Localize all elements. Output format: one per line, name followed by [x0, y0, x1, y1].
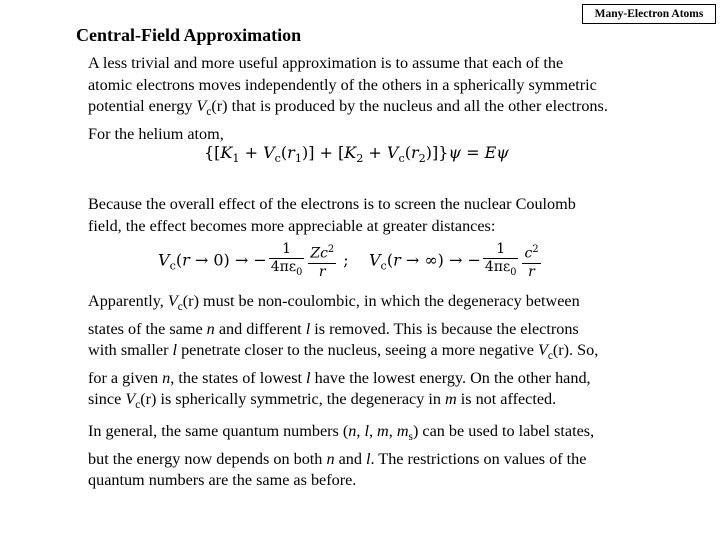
text-line: for a given n, the states of lowest l have the lowest energy. On the other hand,	[88, 368, 591, 387]
fraction: $\frac{Zc^2}{r}$	[308, 241, 336, 281]
text-line: states of the same n and different l is removed. This is because the electrons	[88, 319, 579, 338]
helium-equation: $\{[K_1 + V_c(r_1)] + [K_2 + V_c(r_2)]\}\psi = E\psi$	[204, 143, 509, 166]
paragraph-intro	[88, 53, 608, 145]
text-line: In general, the same quantum numbers (n, l, m, $m_s$) can be used to label states,	[88, 422, 595, 444]
text-line: Because the overall effect of the electrons is to screen the nuclear Coulomb	[88, 195, 576, 213]
paragraph-quantum-numbers	[88, 421, 594, 492]
text-line: with smaller l penetrate closer to the nucleus, seeing a more negative $V_c(r)$. So,	[88, 341, 599, 363]
paragraph-screening	[88, 194, 576, 237]
text-line: since $V_c(r)$ is spherically symmetric, the degeneracy in m is not affected.	[88, 390, 557, 412]
text-line: Apparently, $V_c(r)$ must be non-coulombic, in which the degeneracy between	[88, 292, 580, 314]
section-tag: Many-Electron Atoms	[582, 4, 716, 24]
text-line: atomic electrons moves independently of the others in a spherically symmetric	[88, 75, 597, 94]
text-line: quantum numbers are the same as before.	[88, 471, 357, 490]
text-line: but the energy now depends on both n and l. The restrictions on values of the	[88, 449, 587, 468]
slide-title: Central-Field Approximation	[76, 25, 302, 45]
fraction: $\frac{1}{4\pi\varepsilon_0}$	[484, 241, 517, 278]
text-line: A less trivial and more useful approximation is to assume that each of the	[88, 54, 564, 72]
fraction: $\frac{c^2}{r}$	[522, 241, 540, 281]
fraction: $\frac{1}{4\pi\varepsilon_0}$	[270, 241, 303, 278]
text-line: potential energy $V_c(r)$ that is produced by the nucleus and all the other electrons.	[88, 97, 608, 119]
text-line: field, the effect becomes more appreciable at greater distances:	[88, 216, 496, 235]
text-line: For the helium atom,	[88, 124, 224, 143]
limit-equation: $V_c(r \to 0)$ → − $\frac{1}{4\pi\varepsilon_0}$ $\frac{Zc^2}{r}$ ; $V_c(r$ → ∞) → − $\frac{1}{4\pi\varepsilon_0}$ $\frac{c^2}{r}$	[158, 241, 539, 280]
paragraph-degeneracy	[88, 291, 598, 417]
